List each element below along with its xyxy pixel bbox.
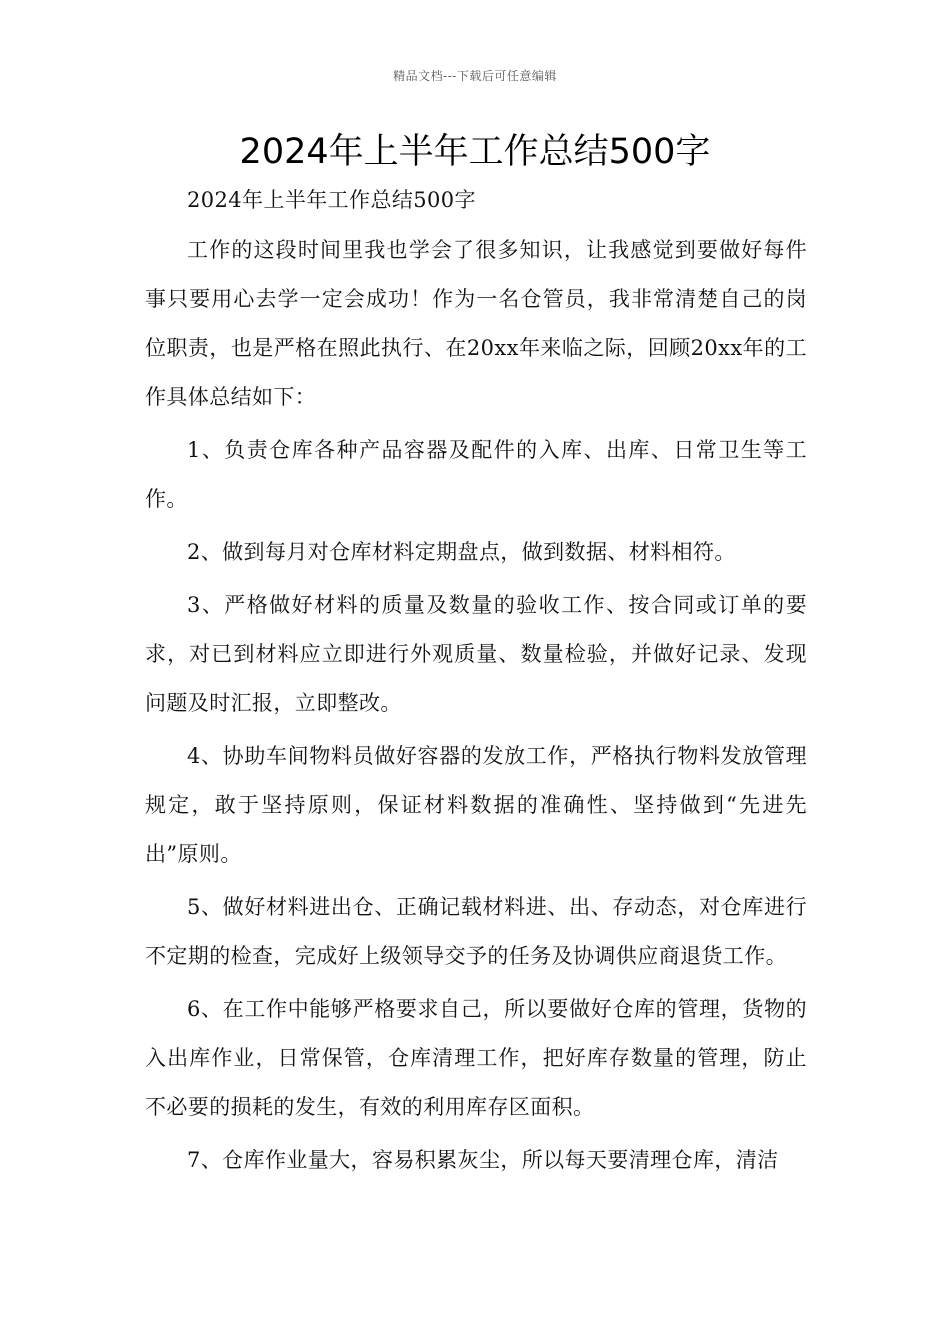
item-paragraph-6: 6、在工作中能够严格要求自己，所以要做好仓库的管理，货物的入出库作业，日常保管，仓库清理工作，把好库存数量的管理，防止不必要的损耗的发生，有效的利用库存区面积。 [145,997,807,1119]
header-watermark: 精品文档---下载后可任意编辑 [393,69,557,83]
item-paragraph-1: 1、负责仓库各种产品容器及配件的入库、出库、日常卫生等工作。 [145,438,807,511]
document-body [145,176,807,1189]
item-paragraph-5: 5、做好材料进出仓、正确记载材料进、出、存动态，对仓库进行不定期的检查，完成好上级领导交予的任务及协调供应商退货工作。 [145,895,807,968]
item-paragraph-2: 2、做到每月对仓库材料定期盘点，做到数据、材料相符。 [187,540,736,564]
item-paragraph-7: 7、仓库作业量大，容易积累灰尘，所以每天要清理仓库，清洁 [187,1148,779,1172]
item-paragraph-3: 3、严格做好材料的质量及数量的验收工作、按合同或订单的要求，对已到材料应立即进行外观质量、数量检验，并做好记录、发现问题及时汇报，立即整改。 [145,593,807,715]
subtitle-paragraph: 2024年上半年工作总结500字 [187,188,476,212]
item-paragraph-4: 4、协助车间物料员做好容器的发放工作，严格执行物料发放管理规定，敢于坚持原则，保证材料数据的准确性、坚持做到“先进先出”原则。 [145,744,807,866]
document-title: 2024年上半年工作总结500字 [239,132,711,172]
intro-paragraph: 工作的这段时间里我也学会了很多知识，让我感觉到要做好每件事只要用心去学一定会成功！作为一名仓管员，我非常清楚自己的岗位职责，也是严格在照此执行、在20xx年来临之际，回顾20xx年的工作具体总结如下： [145,238,807,409]
